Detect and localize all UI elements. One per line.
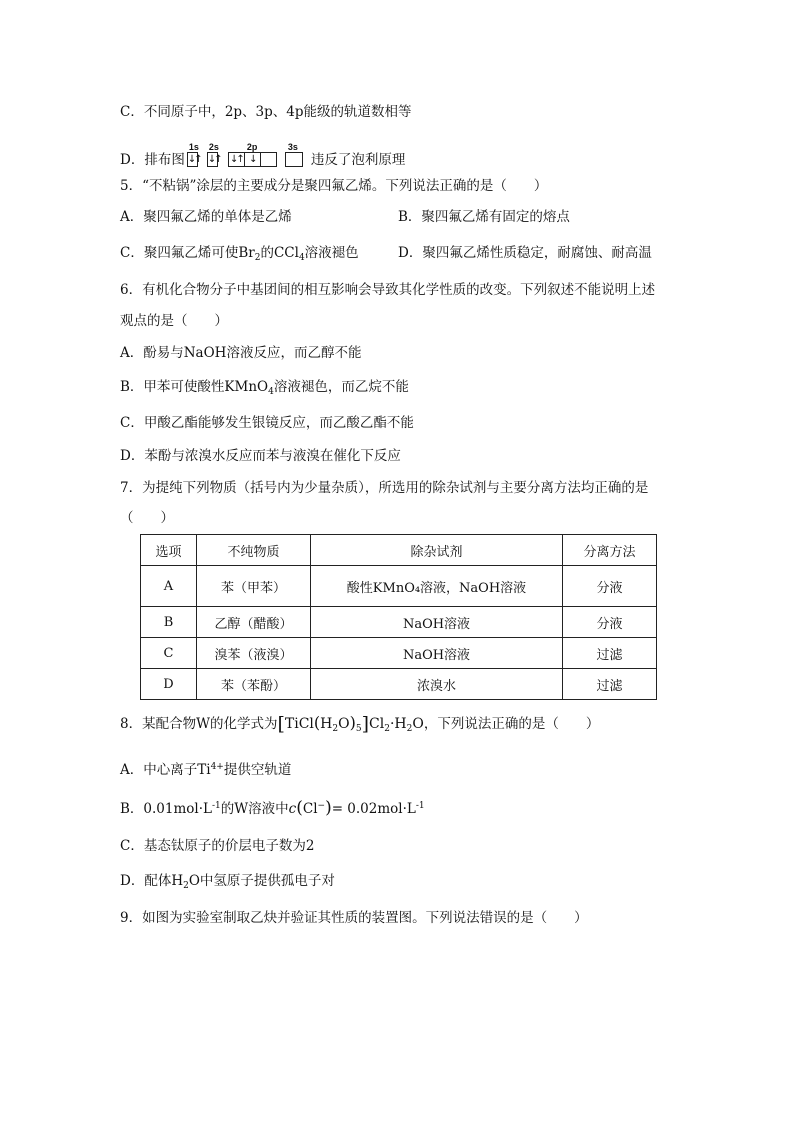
table-cell: 过滤	[563, 638, 657, 669]
table-cell: 酸性KMnO₄溶液，NaOH溶液	[311, 566, 563, 607]
q5c-text: C．聚四氟乙烯可使	[120, 245, 239, 261]
option-d-suffix: 违反了泡利原理	[310, 152, 406, 168]
q6-option-c: C．甲酸乙酯能够发生银镜反应，而乙酸乙酯不能	[120, 415, 414, 431]
table-row	[141, 566, 657, 607]
orbital-label-2p: 2p	[246, 142, 258, 152]
header-cell: 分离方法	[563, 535, 657, 566]
orbital-box: ↓↑	[187, 154, 201, 165]
orbital-box: ↓↑	[207, 154, 221, 165]
orbital-label-2s: 2s	[208, 142, 219, 152]
question-6-line2: 观点的是（ ）	[120, 313, 228, 329]
q6-option-a: A．酚易与NaOH溶液反应，而乙醇不能	[120, 345, 362, 361]
formula-br2: $Br_2$	[238, 245, 261, 263]
formula-c-cl: c(Cl−)	[288, 798, 332, 818]
formula-ccl4: CCl$_4$	[273, 245, 305, 263]
header-cell: 除杂试剂	[311, 535, 563, 566]
table-cell: 分液	[563, 566, 657, 607]
formula-ti4: $Ti^{4+}$	[197, 762, 224, 778]
table-cell: 分液	[563, 607, 657, 638]
table-cell: A	[141, 566, 197, 607]
table-cell: 过滤	[563, 669, 657, 700]
option-d-prev	[120, 142, 406, 169]
q8-option-b: B．$0.01mol\cdot L^{-1}$的W溶液中$c(Cl^-)= 0.02mol\cdot L^{-1}$	[120, 798, 425, 818]
formula-conc: $0.01mol\cdot L^{-1}$	[143, 801, 221, 817]
table-cell: 溴苯（液溴）	[197, 638, 311, 669]
q5-option-c: C．聚四氟乙烯可使$Br_2$的CCl$_4$溶液褪色	[120, 245, 359, 263]
orbital-label-1s: 1s	[188, 142, 199, 152]
q8-option-a: A．中心离子$Ti^{4+}$提供空轨道	[120, 762, 292, 778]
orbital-diagram	[185, 142, 311, 168]
orbital-box: ↓↑	[228, 152, 245, 167]
option-c-prev: C．不同原子中，2p、3p、4p能级的轨道数相等	[120, 104, 412, 120]
q8-option-c: C．基态钛原子的价层电子数为2	[120, 838, 315, 854]
q8-option-d: D．配体$H_2O$中氢原子提供孤电子对	[120, 873, 335, 891]
orbital-label-3s: 3s	[287, 142, 298, 152]
formula-h2o: $H_2O$	[171, 873, 200, 891]
question-5: 5．“不粘锅”涂层的主要成分是聚四氟乙烯。下列说法正确的是（ ）	[120, 178, 548, 194]
question-9: 9．如图为实验室制取乙炔并验证其性质的装置图。下列说法错误的是（ ）	[120, 910, 588, 926]
orbital-box	[285, 152, 303, 167]
table-row	[141, 669, 657, 700]
q5-option-a: A．聚四氟乙烯的单体是乙烯	[120, 209, 292, 225]
table-header-row	[141, 535, 657, 566]
table-row	[141, 638, 657, 669]
question-7-line1: 7．为提纯下列物质（括号内为少量杂质），所选用的除杂试剂与主要分离方法均正确的是	[120, 480, 649, 496]
q6-option-b: B．甲苯可使酸性KMnO$_4$溶液褪色，而乙烷不能	[120, 379, 409, 397]
table-cell: NaOH溶液	[311, 607, 563, 638]
table-cell: 苯（甲苯）	[197, 566, 311, 607]
q5-option-b: B．聚四氟乙烯有固定的熔点	[398, 209, 570, 225]
question-7-line2: （ ）	[120, 510, 174, 526]
table-row	[141, 607, 657, 638]
formula-eq: = $0.02mol\cdot L^{-1}$	[331, 801, 425, 817]
header-cell: 选项	[141, 535, 197, 566]
table-cell: 浓溴水	[311, 669, 563, 700]
question-6-line1: 6．有机化合物分子中基团间的相互影响会导致其化学性质的改变。下列叙述不能说明上述	[120, 282, 656, 298]
purification-table	[140, 534, 657, 700]
orbital-box	[260, 152, 277, 167]
question-8: 8．某配合物W的化学式为$[TiCl(H_2O)_5]Cl_2\cdot H_2O$，下列说法正确的是（ ）	[120, 713, 600, 735]
option-d-prefix: D．排布图	[120, 152, 185, 168]
q5-option-d: D．聚四氟乙烯性质稳定，耐腐蚀、耐高温	[398, 245, 652, 261]
table-cell: C	[141, 638, 197, 669]
q6-option-d: D．苯酚与浓溴水反应而苯与液溴在催化下反应	[120, 448, 401, 464]
header-cell: 不纯物质	[197, 535, 311, 566]
table-cell: B	[141, 607, 197, 638]
table-cell: D	[141, 669, 197, 700]
formula-kmno4: KMnO$_4$	[224, 379, 274, 397]
formula-complex: $[TiCl(H_2O)_5]Cl_2\cdot H_2O$	[277, 713, 424, 735]
orbital-box: ↓	[244, 152, 261, 167]
table-cell: 乙醇（醋酸）	[197, 607, 311, 638]
table-cell: NaOH溶液	[311, 638, 563, 669]
table-cell: 苯（苯酚）	[197, 669, 311, 700]
